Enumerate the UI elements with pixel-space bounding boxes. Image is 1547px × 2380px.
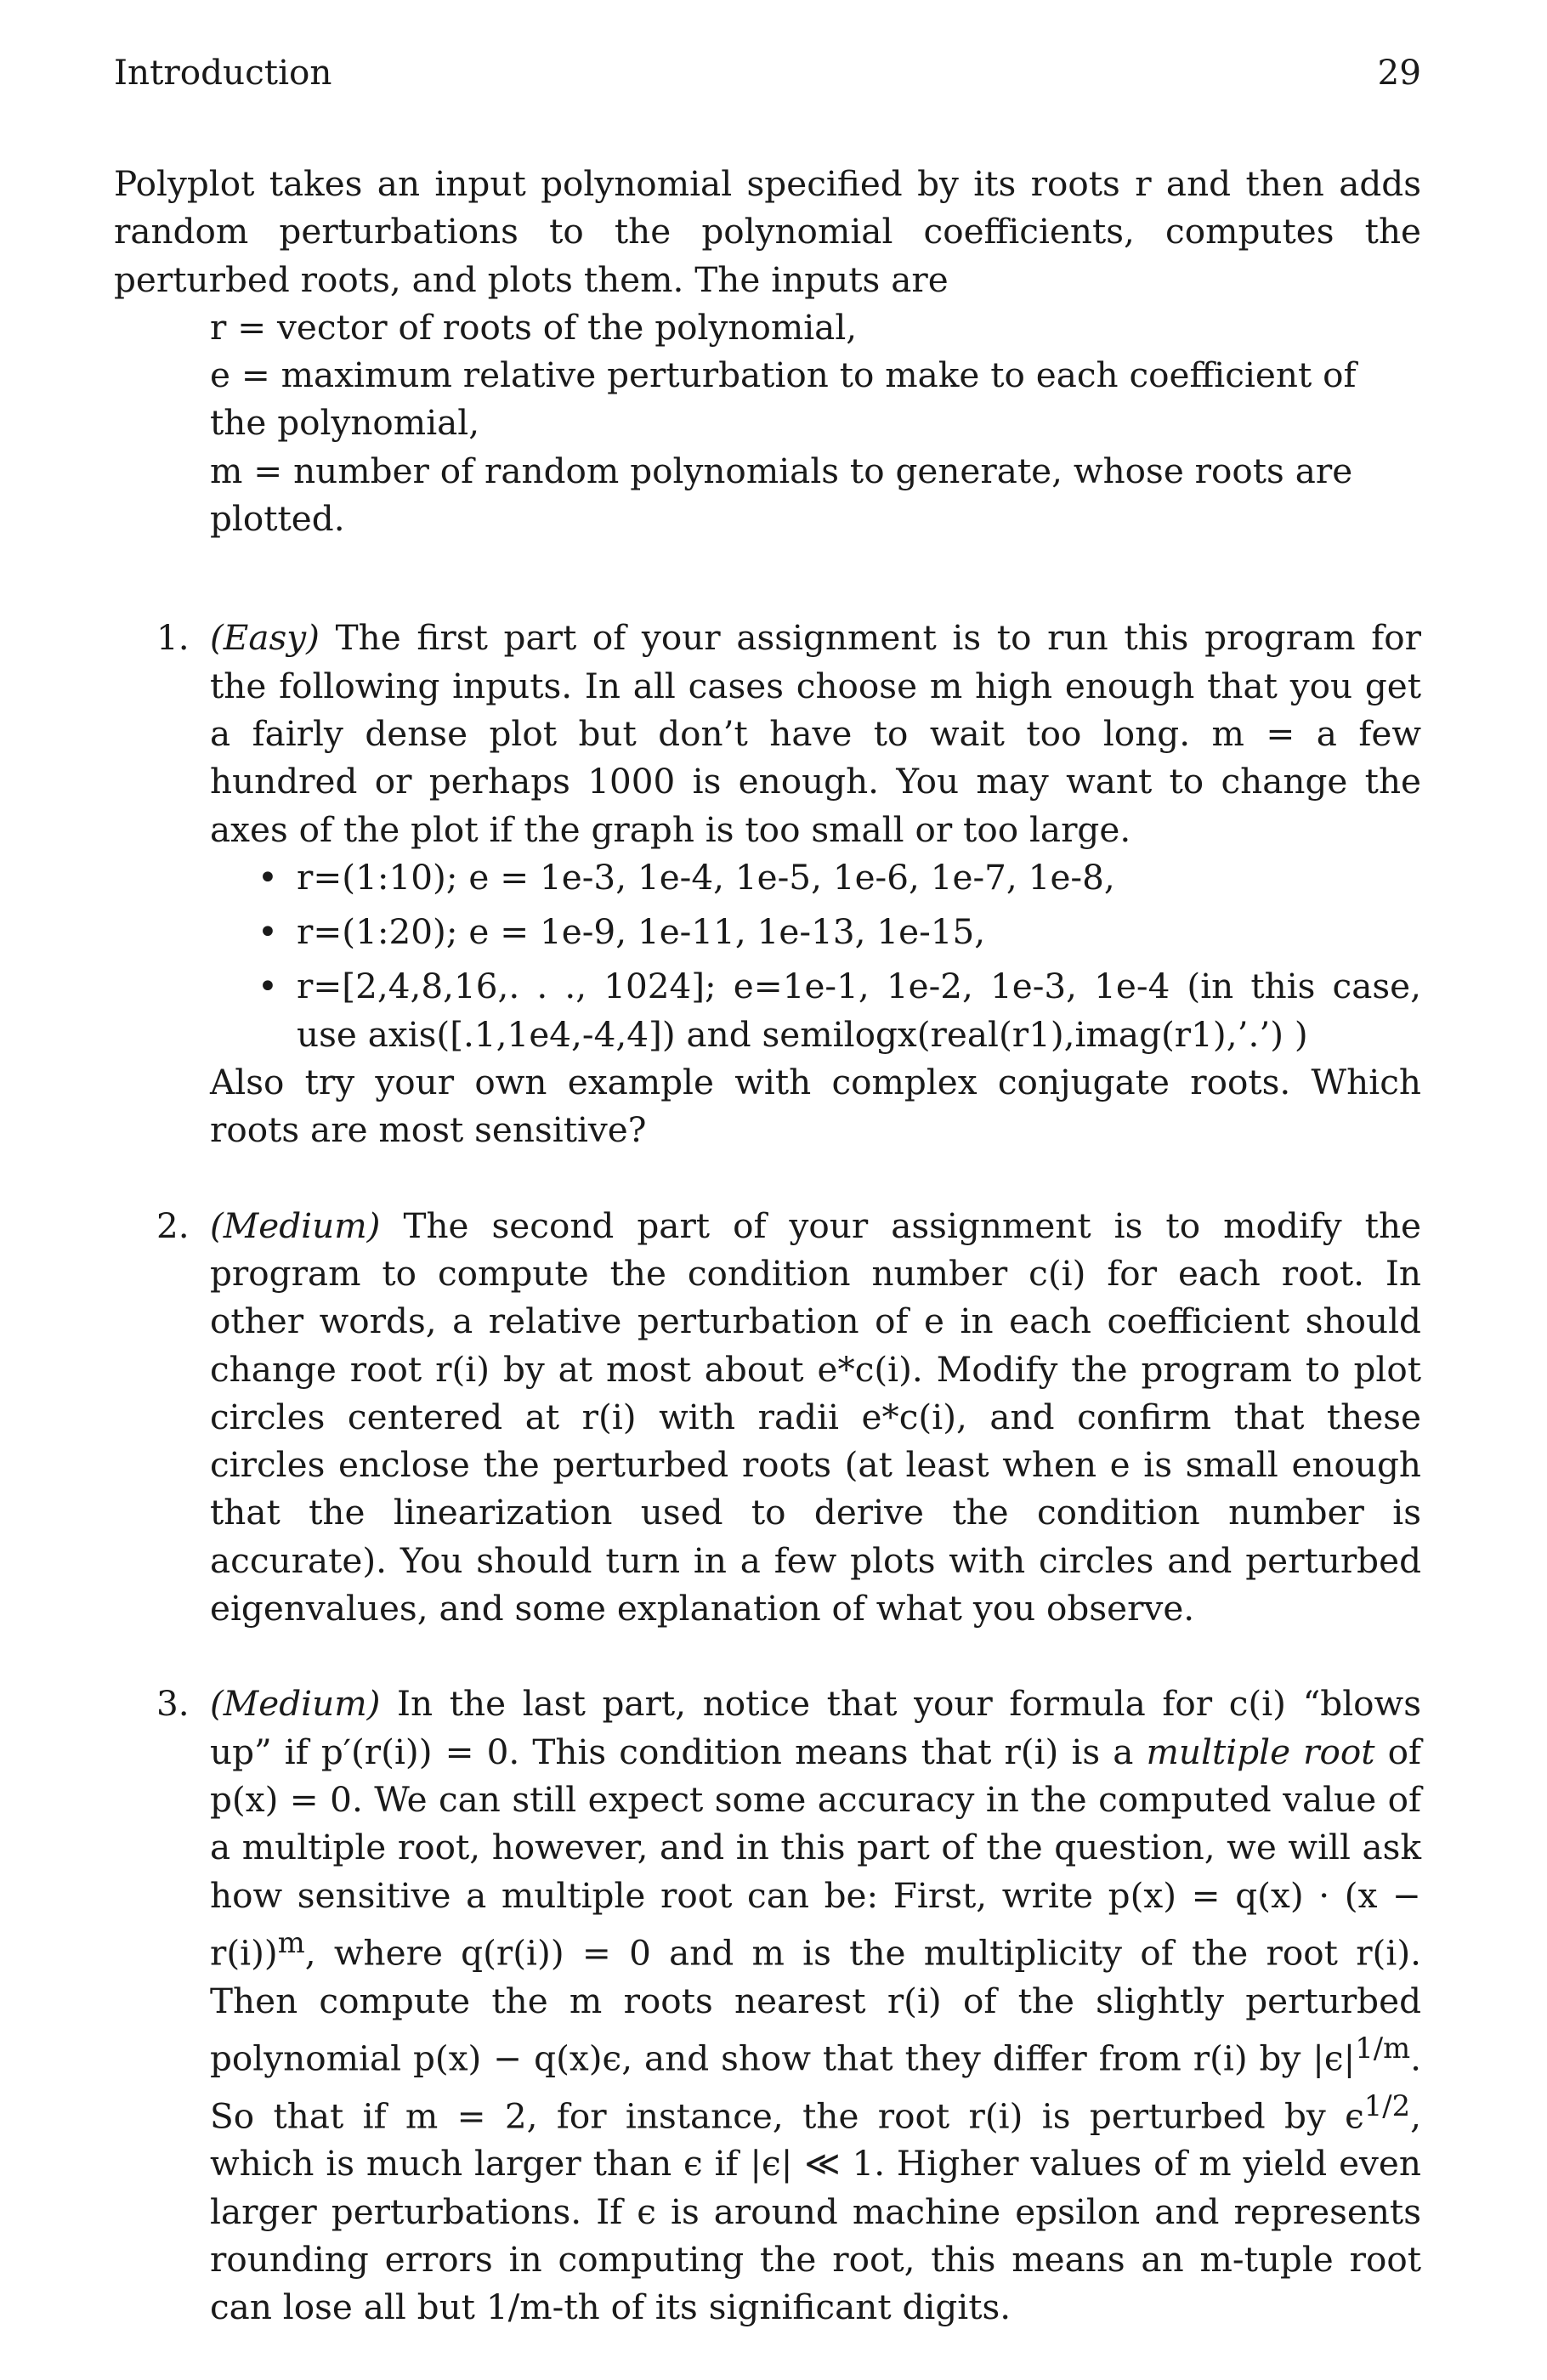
exercise-body-part: , which is much larger than ϵ if |ϵ| ≪ 1. Higher values of m yield even larger perturbations. If ϵ is around machine epsilon and represents rounding errors in computing the root, this means an m-tuple root can lose all but 1/m-th of its significant digits.: [210, 2095, 1421, 2328]
exercise-number: 3.: [156, 1683, 190, 1725]
bullet-icon: •: [258, 911, 278, 953]
input-m: m = number of random polynomials to generate, whose roots are plotted.: [210, 450, 1353, 540]
case-text: r=(1:20); e = 1e-9, 1e-11, 1e-13, 1e-15,: [297, 911, 986, 953]
intro-paragraph: Polyplot takes an input polynomial specified by its roots r and then adds random perturbations to the polynomial coefficients, computes the perturbed roots, and plots them. The inputs are: [114, 163, 1421, 300]
exercise-closing: Also try your own example with complex conjugate roots. Which roots are most sensitive?: [210, 1062, 1421, 1151]
case-item: [258, 962, 1421, 1058]
exercise-2: [114, 1202, 1421, 1633]
superscript: m: [277, 1925, 305, 1959]
exercise-body: The second part of your assignment is to modify the program to compute the condition number c(i) for each root. In other words, a relative perturbation of e in each coefficient should change root r(i) by at most about e*c(i). Modify the program to plot circles centered at r(i) with radii e*c(i), and confirm that these circles enclose the perturbed roots (at least when e is small enough that the linearization used to derive the condition number is accurate). You should turn in a few plots with circles and perturbed eigenvalues, and some explanation of what you observe.: [210, 1204, 1421, 1629]
exercise-number: 1.: [156, 617, 190, 659]
case-text: r=[2,4,8,16,. . ., 1024]; e=1e-1, 1e-2, 1e-3, 1e-4 (in this case, use axis([.1,1e4,-4,4]) and semilogx(real(r1),imag(r1),’.’) ): [297, 966, 1421, 1055]
page: [114, 51, 1421, 2332]
exercise-number: 2.: [156, 1204, 190, 1246]
exercise-3: [114, 1680, 1421, 2331]
exercise-text: [210, 1202, 1421, 1633]
input-cases: [210, 853, 1421, 1058]
difficulty-label: (Easy): [210, 617, 320, 659]
exercise-body-part: p′(r(i)) = 0. This condition means that r(i) is a: [320, 1731, 1134, 1772]
input-e: e = maximum relative perturbation to make to each coefficient of the polynomial,: [210, 354, 1357, 444]
case-text: r=(1:10); e = 1e-3, 1e-4, 1e-5, 1e-6, 1e-7, 1e-8,: [297, 856, 1115, 898]
page-number: 29: [1377, 52, 1421, 93]
input-r: r = vector of roots of the polynomial,: [210, 306, 858, 348]
exercise-body-part: of p(x) = 0. We can still expect some accuracy in the computed value of a multiple root, however, and in this part of the question, we will ask how sensitive a multiple root can be: First, write p(x) = q(x) · (x − r(i)): [210, 1731, 1422, 1974]
exercise-list: [114, 614, 1421, 2331]
case-item: [258, 908, 1421, 955]
exercise-body: The first part of your assignment is to run this program for the following inputs. In all cases choose m high enough that you get a fairly dense plot but don’t have to wait too long. m = a few hundred or perhaps 1000 is enough. You may want to change the axes of the plot if the graph is too small or too large.: [210, 617, 1422, 850]
chapter-title: Introduction: [114, 52, 332, 93]
emphasis-term: multiple root: [1146, 1731, 1375, 1772]
exercise-text: [210, 614, 1421, 853]
exercise-body-part: , where q(r(i)) = 0 and m is the multiplicity of the root r(i). Then compute the m roots nearest r(i) of the slightly perturbed polynomial p(x) − q(x)ϵ, and show that they differ from r(i) by |ϵ|: [210, 1932, 1421, 2079]
case-item: [258, 853, 1421, 901]
difficulty-label: (Medium): [210, 1204, 381, 1246]
input-list: [210, 303, 1421, 542]
exercise-1: [114, 614, 1421, 1153]
superscript: 1/m: [1355, 2031, 1411, 2065]
bullet-icon: •: [258, 856, 278, 898]
bullet-icon: •: [258, 966, 278, 1007]
exercise-body-part: In the last part, notice that your formula for c(i) “blows up” if: [210, 1683, 1422, 1772]
running-head: [114, 51, 1421, 94]
superscript: 1/2: [1363, 2088, 1411, 2122]
exercise-text: [210, 1680, 1421, 2331]
difficulty-label: (Medium): [210, 1683, 381, 1725]
exercise-body-part: . So that if m = 2, for instance, the root r(i) is perturbed by ϵ: [210, 2037, 1421, 2137]
